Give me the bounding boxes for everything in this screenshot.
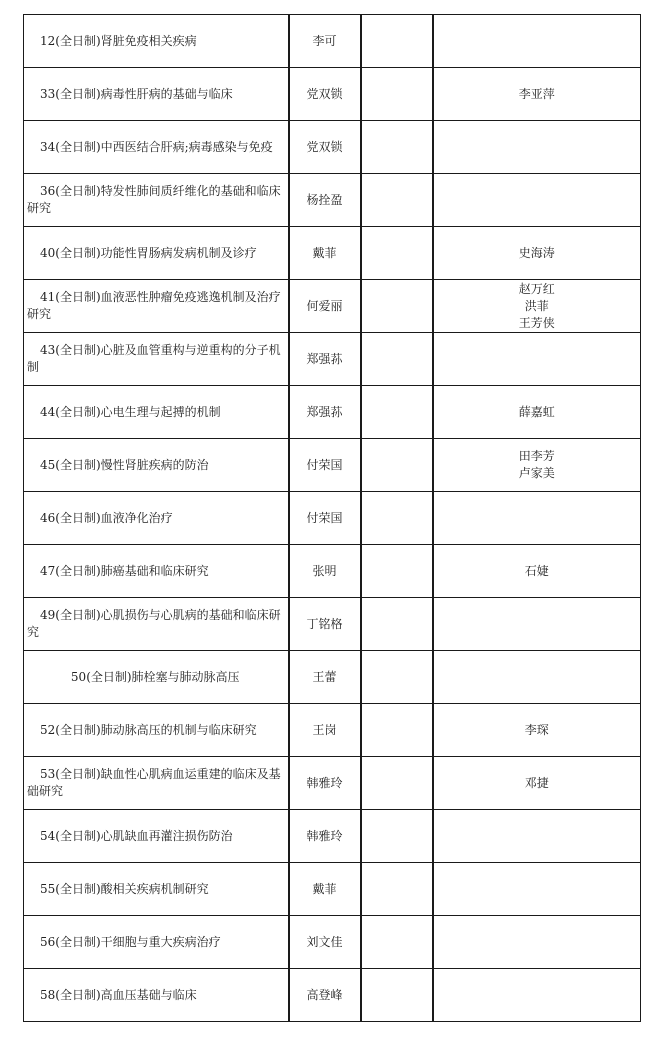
research-direction-text: 47(全日制)肺癌基础和临床研究	[40, 563, 209, 578]
research-direction-cell	[24, 386, 289, 439]
blank-cell	[361, 492, 433, 545]
research-direction-cell	[24, 15, 289, 68]
co-supervisor-cell	[433, 704, 641, 757]
research-direction-cell	[24, 757, 289, 810]
table-row	[24, 810, 641, 863]
table-row	[24, 916, 641, 969]
blank-cell	[361, 651, 433, 704]
blank-cell	[361, 68, 433, 121]
supervisor-name: 王岗	[312, 722, 337, 737]
research-direction-cell	[24, 916, 289, 969]
supervisor-cell	[289, 757, 361, 810]
research-direction-text: 12(全日制)肾脏免疫相关疾病	[40, 33, 197, 48]
co-supervisor-name: 赵万红	[518, 281, 555, 296]
supervisor-name: 何爱丽	[306, 298, 343, 313]
supervisor-name: 郑强荪	[306, 351, 343, 366]
research-direction-text: 44(全日制)心电生理与起搏的机制	[40, 404, 221, 419]
research-direction-table	[23, 14, 641, 1022]
blank-cell	[361, 810, 433, 863]
table-row	[24, 386, 641, 439]
co-supervisor-cell	[433, 15, 641, 68]
research-direction-cell	[24, 492, 289, 545]
research-direction-cell	[24, 68, 289, 121]
co-supervisor-name: 李琛	[524, 722, 549, 737]
supervisor-cell	[289, 68, 361, 121]
co-supervisor-name: 李亚萍	[518, 86, 555, 101]
supervisor-cell	[289, 15, 361, 68]
supervisor-name: 张明	[312, 563, 337, 578]
supervisor-name: 刘文佳	[306, 934, 343, 949]
co-supervisor-name: 薛嘉虹	[518, 404, 555, 419]
blank-cell	[361, 545, 433, 598]
co-supervisor-name: 田李芳	[518, 449, 555, 463]
blank-cell	[361, 439, 433, 492]
supervisor-cell	[289, 598, 361, 651]
co-supervisor-name: 卢家美	[518, 466, 555, 480]
research-direction-text: 50(全日制)肺栓塞与肺动脉高压	[70, 669, 240, 684]
table-row	[24, 863, 641, 916]
co-supervisor-cell	[433, 280, 641, 333]
co-supervisor-cell	[433, 969, 641, 1022]
research-direction-cell	[24, 174, 289, 227]
research-direction-text: 40(全日制)功能性胃肠病发病机制及诊疗	[40, 245, 257, 260]
co-supervisor-name: 邓捷	[524, 775, 549, 790]
co-supervisor-name: 王芳侠	[518, 315, 555, 330]
co-supervisor-cell	[433, 439, 641, 492]
supervisor-name: 李可	[312, 33, 337, 48]
table-row	[24, 15, 641, 68]
table-row	[24, 227, 641, 280]
blank-cell	[361, 757, 433, 810]
research-direction-text: 33(全日制)病毒性肝病的基础与临床	[40, 86, 233, 101]
supervisor-name: 韩雅玲	[306, 775, 343, 790]
research-direction-text: 54(全日制)心肌缺血再灌注损伤防治	[40, 828, 233, 843]
co-supervisor-name: 石婕	[524, 563, 549, 578]
research-direction-cell	[24, 121, 289, 174]
research-direction-text: 46(全日制)血液净化治疗	[40, 510, 173, 525]
research-direction-cell	[24, 704, 289, 757]
supervisor-cell	[289, 651, 361, 704]
research-direction-cell	[24, 863, 289, 916]
table-row	[24, 492, 641, 545]
table-row	[24, 969, 641, 1022]
co-supervisor-cell	[433, 757, 641, 810]
supervisor-name: 党双锁	[306, 86, 343, 101]
research-direction-text: 49(全日制)心肌损伤与心肌病的基础和临床研究	[27, 608, 281, 639]
research-direction-cell	[24, 280, 289, 333]
co-supervisor-name: 洪菲	[524, 298, 549, 313]
supervisor-name: 杨拴盈	[306, 192, 343, 207]
supervisor-name: 郑强荪	[306, 404, 343, 419]
supervisor-name: 党双锁	[306, 139, 343, 154]
supervisor-cell	[289, 916, 361, 969]
co-supervisor-cell	[433, 598, 641, 651]
research-direction-text: 52(全日制)肺动脉高压的机制与临床研究	[40, 722, 257, 737]
table-row	[24, 598, 641, 651]
blank-cell	[361, 333, 433, 386]
supervisor-name: 戴菲	[312, 881, 337, 896]
research-direction-cell	[24, 969, 289, 1022]
research-direction-cell	[24, 227, 289, 280]
research-direction-text: 36(全日制)特发性肺间质纤维化的基础和临床研究	[27, 184, 281, 215]
table-row	[24, 757, 641, 810]
table-row	[24, 174, 641, 227]
co-supervisor-cell	[433, 68, 641, 121]
research-direction-cell	[24, 439, 289, 492]
co-supervisor-cell	[433, 386, 641, 439]
supervisor-name: 丁铭格	[306, 616, 343, 631]
blank-cell	[361, 969, 433, 1022]
table-row	[24, 333, 641, 386]
research-direction-cell	[24, 545, 289, 598]
co-supervisor-cell	[433, 333, 641, 386]
co-supervisor-cell	[433, 863, 641, 916]
supervisor-cell	[289, 810, 361, 863]
supervisor-name: 付荣国	[306, 510, 343, 525]
blank-cell	[361, 916, 433, 969]
supervisor-cell	[289, 492, 361, 545]
research-direction-text: 56(全日制)干细胞与重大疾病治疗	[40, 934, 221, 949]
co-supervisor-cell	[433, 227, 641, 280]
blank-cell	[361, 863, 433, 916]
research-direction-text: 53(全日制)缺血性心肌病血运重建的临床及基础研究	[27, 767, 281, 798]
table-row	[24, 439, 641, 492]
supervisor-cell	[289, 863, 361, 916]
supervisor-cell	[289, 386, 361, 439]
supervisor-cell	[289, 704, 361, 757]
co-supervisor-cell	[433, 916, 641, 969]
blank-cell	[361, 386, 433, 439]
supervisor-cell	[289, 227, 361, 280]
supervisor-name: 付荣国	[306, 457, 343, 472]
supervisor-name: 王蕾	[312, 669, 337, 684]
co-supervisor-cell	[433, 492, 641, 545]
blank-cell	[361, 121, 433, 174]
co-supervisor-cell	[433, 651, 641, 704]
co-supervisor-name: 史海涛	[518, 245, 555, 260]
table-row	[24, 704, 641, 757]
blank-cell	[361, 280, 433, 333]
supervisor-name: 戴菲	[312, 245, 337, 260]
blank-cell	[361, 704, 433, 757]
supervisor-cell	[289, 545, 361, 598]
supervisor-cell	[289, 439, 361, 492]
research-direction-cell	[24, 810, 289, 863]
table-row	[24, 280, 641, 333]
research-direction-text: 58(全日制)高血压基础与临床	[40, 987, 197, 1002]
blank-cell	[361, 15, 433, 68]
research-direction-text: 45(全日制)慢性肾脏疾病的防治	[40, 457, 209, 472]
supervisor-cell	[289, 280, 361, 333]
research-direction-text: 43(全日制)心脏及血管重构与逆重构的分子机制	[27, 343, 281, 374]
blank-cell	[361, 174, 433, 227]
table-row	[24, 121, 641, 174]
research-direction-text: 41(全日制)血液恶性肿瘤免疫逃逸机制及治疗研究	[27, 290, 281, 321]
research-direction-cell	[24, 598, 289, 651]
table-row	[24, 651, 641, 704]
supervisor-name: 高登峰	[306, 987, 343, 1002]
research-direction-text: 55(全日制)酸相关疾病机制研究	[40, 881, 209, 896]
supervisor-cell	[289, 121, 361, 174]
supervisor-cell	[289, 969, 361, 1022]
blank-cell	[361, 227, 433, 280]
blank-cell	[361, 598, 433, 651]
supervisor-cell	[289, 333, 361, 386]
co-supervisor-cell	[433, 174, 641, 227]
table-row	[24, 545, 641, 598]
table-row	[24, 68, 641, 121]
co-supervisor-cell	[433, 545, 641, 598]
research-direction-text: 34(全日制)中西医结合肝病;病毒感染与免疫	[40, 139, 273, 154]
co-supervisor-cell	[433, 810, 641, 863]
supervisor-name: 韩雅玲	[306, 828, 343, 843]
co-supervisor-cell	[433, 121, 641, 174]
research-direction-cell	[24, 333, 289, 386]
research-direction-cell	[24, 651, 289, 704]
supervisor-cell	[289, 174, 361, 227]
